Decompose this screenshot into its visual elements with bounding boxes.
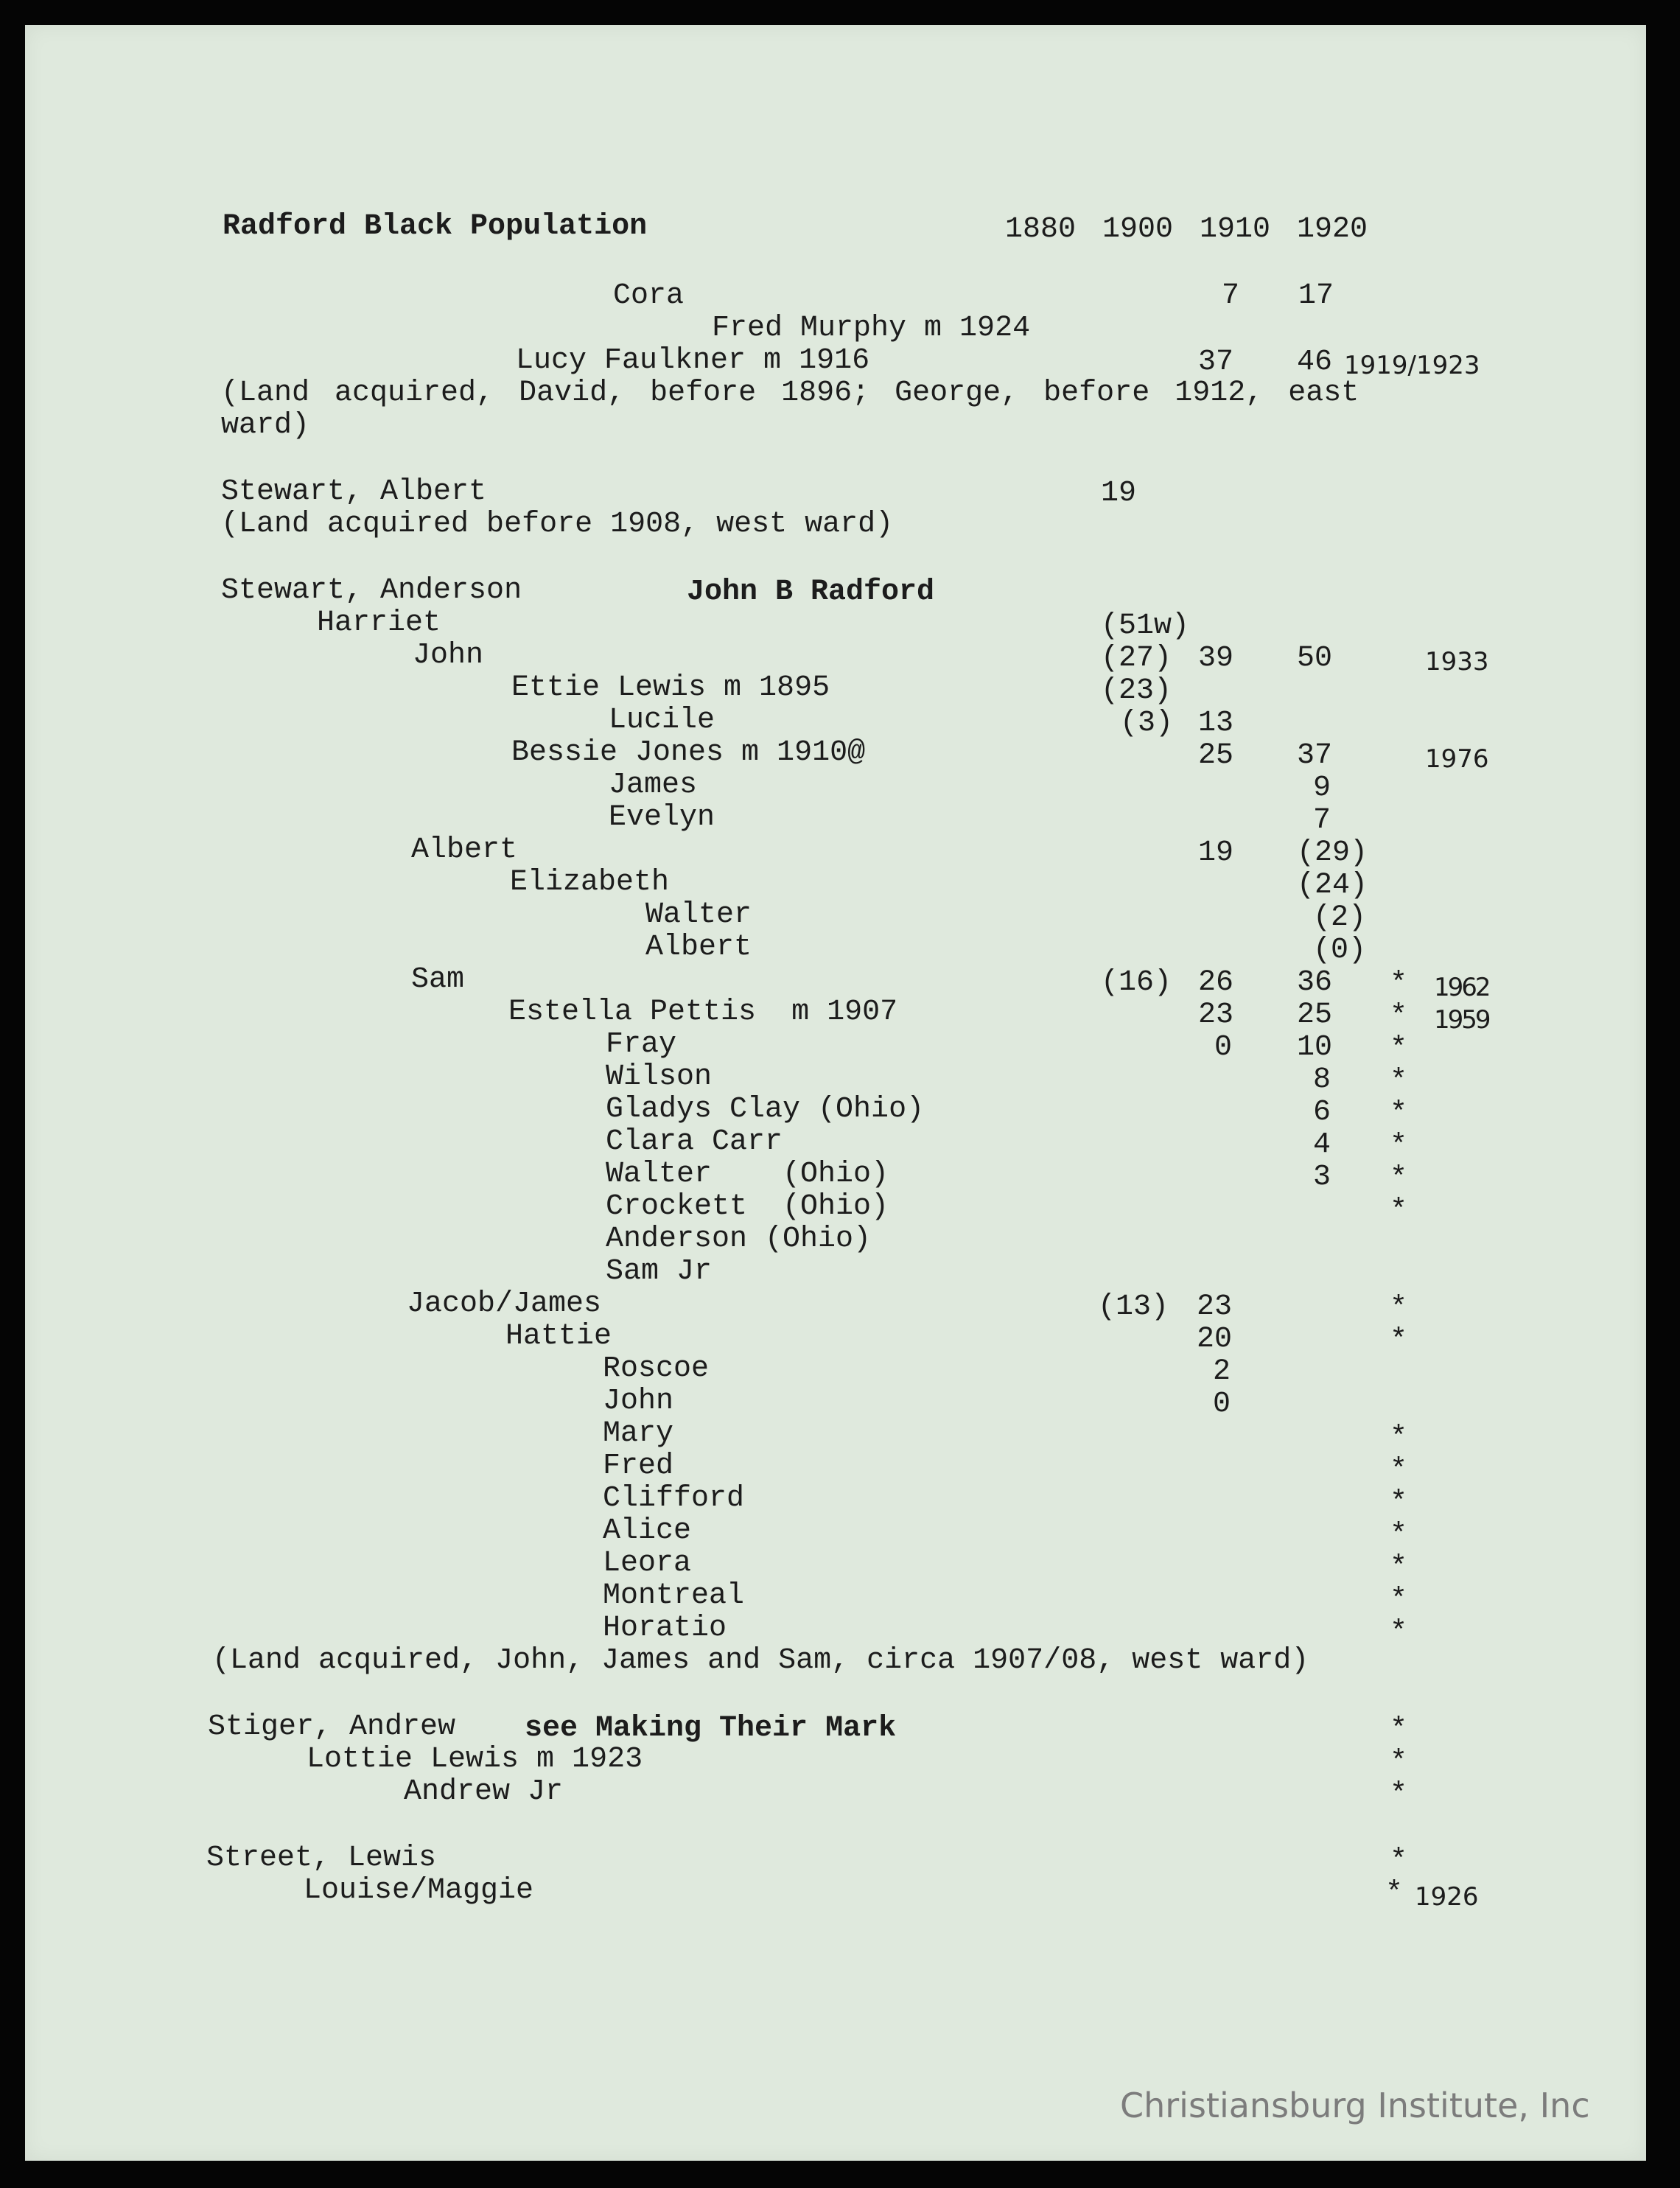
crockett-name: Crockett (Ohio) bbox=[606, 1190, 889, 1223]
year-header-1900: 1900 bbox=[1102, 213, 1174, 246]
albert-jr-name: Albert bbox=[645, 931, 752, 964]
elizabeth-1920: (24) bbox=[1297, 869, 1368, 902]
fred-star: * bbox=[1390, 1454, 1408, 1487]
lottie-star: * bbox=[1390, 1746, 1408, 1779]
albert-1920: (29) bbox=[1297, 836, 1368, 870]
james-name: James bbox=[609, 769, 698, 802]
mary-star: * bbox=[1390, 1422, 1408, 1455]
bessie-year: 1976 bbox=[1425, 744, 1489, 774]
year-header-1920: 1920 bbox=[1297, 213, 1368, 246]
louise-star: * bbox=[1385, 1877, 1404, 1910]
jacob-1910: 23 bbox=[1197, 1290, 1233, 1324]
walter-sam-name: Walter (Ohio) bbox=[606, 1158, 889, 1191]
bessie-name: Bessie Jones m 1910@ bbox=[511, 736, 866, 769]
gladys-star: * bbox=[1390, 1097, 1408, 1130]
fray-1910: 0 bbox=[1214, 1031, 1233, 1064]
sam-1920: 36 bbox=[1297, 966, 1333, 999]
alice-star: * bbox=[1390, 1519, 1408, 1552]
stewart-anderson-note: John B Radford bbox=[687, 576, 935, 609]
land-note-1b: ward) bbox=[221, 409, 310, 442]
page-title: Radford Black Population bbox=[223, 210, 648, 243]
ettie-1900: (23) bbox=[1101, 674, 1172, 707]
john-1910: 39 bbox=[1198, 642, 1234, 675]
lucy-name: Lucy Faulkner m 1916 bbox=[516, 344, 870, 377]
year-header-1910: 1910 bbox=[1200, 213, 1271, 246]
hattie-star: * bbox=[1390, 1324, 1408, 1357]
land-note-1a: (Land acquired, David, before 1896; George, before 1912, east bbox=[221, 377, 1359, 410]
fray-name: Fray bbox=[606, 1028, 677, 1061]
alice-name: Alice bbox=[603, 1514, 692, 1548]
harriet-name: Harriet bbox=[317, 607, 441, 640]
jacob-star: * bbox=[1390, 1292, 1408, 1325]
anderson-name: Anderson (Ohio) bbox=[606, 1223, 872, 1256]
louise-name: Louise/Maggie bbox=[304, 1874, 534, 1907]
lucy-extra: 1919/1923 bbox=[1344, 351, 1480, 380]
albert-name: Albert bbox=[411, 833, 518, 867]
sam-year: 1962 bbox=[1434, 973, 1489, 1002]
roscoe-1910: 2 bbox=[1213, 1355, 1231, 1388]
wilson-name: Wilson bbox=[606, 1060, 713, 1094]
crockett-star: * bbox=[1390, 1195, 1408, 1228]
john-jacob-1910: 0 bbox=[1213, 1388, 1231, 1421]
fred-name: Fred bbox=[603, 1450, 674, 1483]
stiger-note: see Making Their Mark bbox=[525, 1712, 897, 1745]
stewart-albert-1900: 19 bbox=[1101, 477, 1137, 510]
wilson-star: * bbox=[1390, 1065, 1408, 1098]
bessie-1920: 37 bbox=[1297, 739, 1333, 772]
gladys-1920: 6 bbox=[1313, 1096, 1331, 1129]
gladys-name: Gladys Clay (Ohio) bbox=[606, 1093, 925, 1126]
estella-1910: 23 bbox=[1198, 999, 1234, 1032]
stiger-star: * bbox=[1390, 1713, 1408, 1747]
walter-albert-1920: (2) bbox=[1313, 901, 1367, 934]
leora-name: Leora bbox=[603, 1547, 692, 1580]
lucy-1920: 46 bbox=[1297, 346, 1333, 379]
wilson-1920: 8 bbox=[1313, 1063, 1331, 1097]
hattie-name: Hattie bbox=[505, 1320, 612, 1353]
document-page bbox=[25, 25, 1646, 2161]
street-star: * bbox=[1390, 1845, 1408, 1878]
walter-sam-1920: 3 bbox=[1313, 1161, 1331, 1194]
fray-1920: 10 bbox=[1297, 1031, 1333, 1064]
walter-sam-star: * bbox=[1390, 1162, 1408, 1195]
stewart-albert-name: Stewart, Albert bbox=[221, 475, 487, 508]
james-1920: 9 bbox=[1313, 772, 1331, 805]
cora-1920: 17 bbox=[1298, 279, 1334, 312]
jacob-name: Jacob/James bbox=[407, 1287, 602, 1321]
albert-1910: 19 bbox=[1198, 836, 1234, 870]
land-note-3: (Land acquired, John, James and Sam, circa 1907/08, west ward) bbox=[212, 1644, 1309, 1677]
john-1900: (27) bbox=[1101, 642, 1172, 675]
john-name: John bbox=[413, 639, 484, 672]
estella-1920: 25 bbox=[1297, 999, 1333, 1032]
andrew-jr-name: Andrew Jr bbox=[404, 1775, 564, 1808]
walter-albert-name: Walter bbox=[645, 898, 752, 932]
year-header-1880: 1880 bbox=[1005, 213, 1077, 246]
clara-name: Clara Carr bbox=[606, 1125, 783, 1158]
horatio-name: Horatio bbox=[603, 1612, 727, 1645]
louise-year: 1926 bbox=[1415, 1882, 1479, 1912]
lucile-1900: (3) bbox=[1120, 707, 1174, 740]
cora-name: Cora bbox=[613, 279, 685, 312]
sam-1910: 26 bbox=[1198, 966, 1234, 999]
clifford-star: * bbox=[1390, 1486, 1408, 1520]
stewart-anderson-name: Stewart, Anderson bbox=[221, 574, 522, 607]
fray-star: * bbox=[1390, 1032, 1408, 1066]
clifford-name: Clifford bbox=[603, 1482, 745, 1515]
harriet-1900: (51w) bbox=[1101, 609, 1190, 643]
john-year: 1933 bbox=[1425, 647, 1489, 677]
mary-name: Mary bbox=[603, 1417, 674, 1450]
jacob-1900: (13) bbox=[1098, 1290, 1169, 1324]
roscoe-name: Roscoe bbox=[603, 1352, 710, 1385]
fred-murphy: Fred Murphy m 1924 bbox=[712, 312, 1031, 345]
leora-star: * bbox=[1390, 1551, 1408, 1584]
sam-name: Sam bbox=[411, 963, 465, 996]
land-note-2: (Land acquired before 1908, west ward) bbox=[221, 508, 894, 541]
clara-star: * bbox=[1390, 1130, 1408, 1163]
john-jacob-name: John bbox=[603, 1385, 674, 1418]
lucile-1910: 13 bbox=[1198, 707, 1234, 740]
street-name: Street, Lewis bbox=[206, 1842, 437, 1875]
john-1920: 50 bbox=[1297, 642, 1333, 675]
andrew-jr-star: * bbox=[1390, 1778, 1408, 1811]
hattie-1910: 20 bbox=[1197, 1323, 1233, 1356]
watermark: Christiansburg Institute, Inc bbox=[1120, 2086, 1590, 2125]
estella-star: * bbox=[1390, 1000, 1408, 1033]
lucile-name: Lucile bbox=[609, 704, 715, 737]
bessie-1910: 25 bbox=[1198, 739, 1234, 772]
cora-1910: 7 bbox=[1222, 279, 1240, 312]
sam-star: * bbox=[1390, 968, 1408, 1001]
albert-jr-1920: (0) bbox=[1313, 934, 1367, 967]
montreal-star: * bbox=[1390, 1584, 1408, 1617]
evelyn-1920: 7 bbox=[1313, 804, 1331, 837]
elizabeth-name: Elizabeth bbox=[510, 866, 670, 899]
montreal-name: Montreal bbox=[603, 1579, 745, 1612]
lottie-name: Lottie Lewis m 1923 bbox=[307, 1743, 643, 1776]
lucy-1910: 37 bbox=[1198, 346, 1234, 379]
estella-name: Estella Pettis m 1907 bbox=[508, 996, 898, 1029]
evelyn-name: Evelyn bbox=[609, 801, 715, 834]
sam-jr-name: Sam Jr bbox=[606, 1255, 713, 1288]
ettie-name: Ettie Lewis m 1895 bbox=[511, 671, 830, 705]
estella-year: 1959 bbox=[1434, 1005, 1489, 1035]
horatio-star: * bbox=[1390, 1616, 1408, 1649]
clara-1920: 4 bbox=[1313, 1128, 1331, 1161]
stiger-name: Stiger, Andrew bbox=[208, 1710, 456, 1744]
sam-1900: (16) bbox=[1101, 966, 1172, 999]
